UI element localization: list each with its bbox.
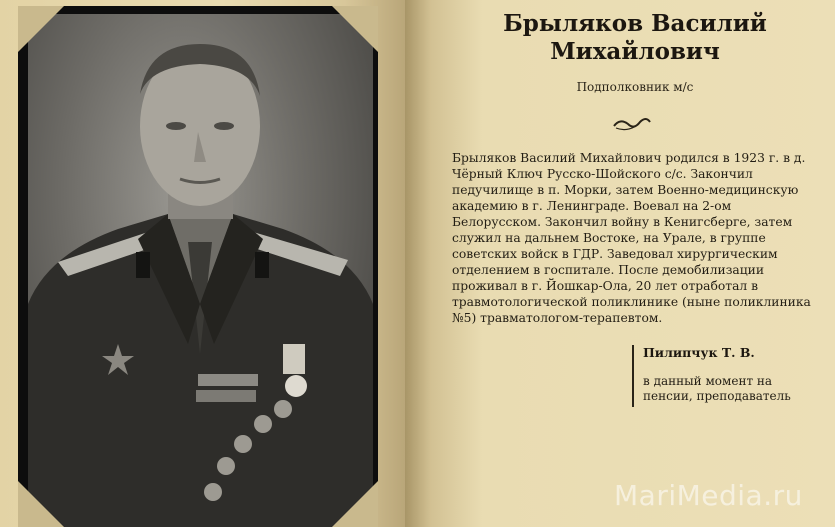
- person-name: Брыляков Василий Михайлович: [503, 10, 767, 65]
- photo-corner-top-right: [332, 6, 378, 52]
- person-rank: Подполковник м/с: [576, 80, 694, 94]
- portrait-photo: [28, 14, 373, 527]
- photo-corner-bottom-left: [18, 481, 64, 527]
- flourish-icon: [612, 116, 652, 132]
- author-name: Пилипчук Т. В.: [643, 345, 755, 360]
- photo-corner-top-left: [18, 6, 64, 52]
- biography-text: Брыляков Василий Михайлович родился в 1923 г. в д. Чёрный Ключ Русско-Шойского с/с. Закончил педучилище в п. Морки, затем Военно-медицинскую академию в г. Ленинграде. Воевал на 2-ом Белорусском. Закончил войну в Кенигсберге, затем служил на дальнем Востоке, на Урале, в группе советских войск в ГДР. Заведовал хирургическим отделением в госпитале. После демобилизации проживал в г. Йошкар-Ола, 20 лет отработал в травмотологической поликлинике (ныне поликлиника №5) травматологом-терапевтом.: [452, 151, 811, 325]
- author-divider: [632, 345, 634, 407]
- portrait-illustration: [28, 14, 373, 527]
- photo-frame: [18, 6, 378, 527]
- photo-corner-bottom-right: [332, 481, 378, 527]
- author-note: в данный момент на пенсии, преподаватель: [643, 374, 791, 403]
- site-watermark: MariMedia.ru: [614, 479, 803, 512]
